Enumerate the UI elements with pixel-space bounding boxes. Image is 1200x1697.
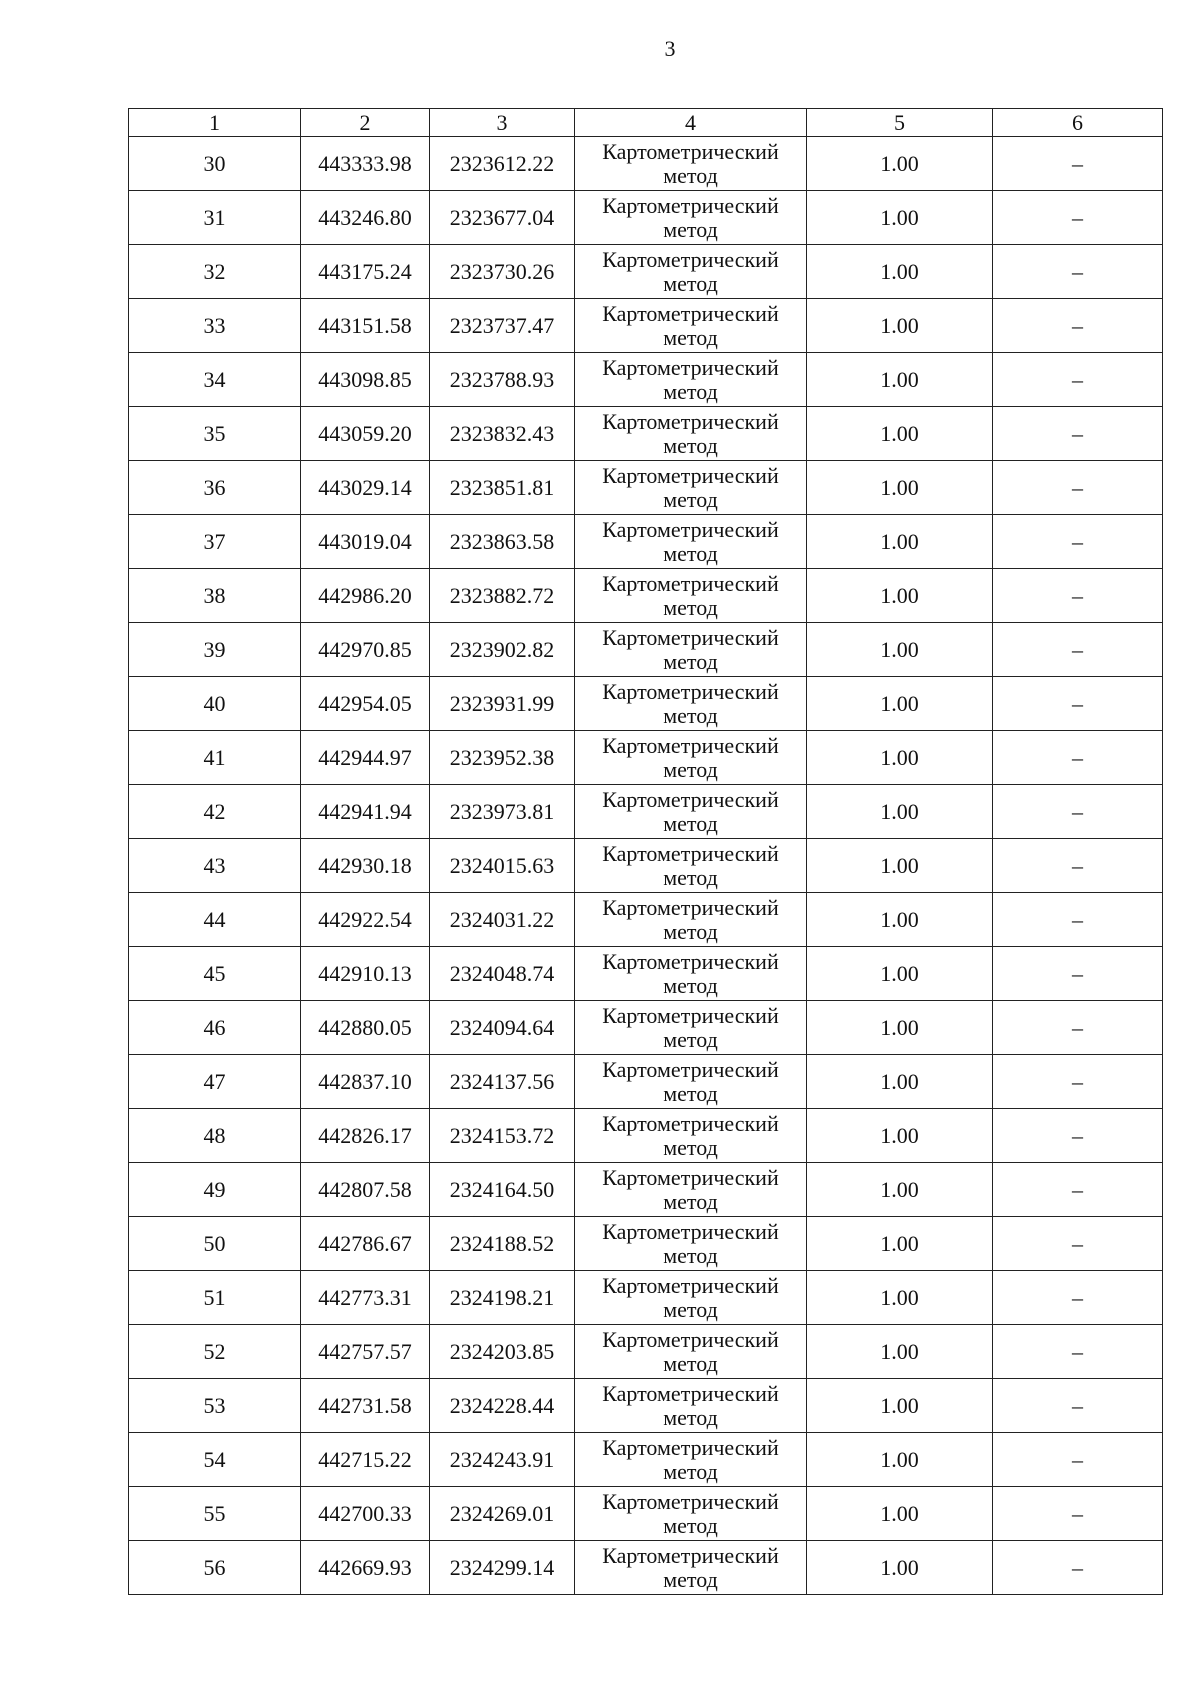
note-cell: – (993, 1271, 1163, 1325)
table-body (129, 137, 1163, 1595)
method-cell (575, 137, 807, 191)
x-coordinate-cell: 443175.24 (301, 245, 430, 299)
method-line-1: Картометрический (602, 354, 779, 380)
method-cell (575, 731, 807, 785)
method-cell (575, 677, 807, 731)
table-header-row (129, 109, 1163, 137)
method-cell (575, 191, 807, 245)
method-cell (575, 1163, 807, 1217)
accuracy-cell: 1.00 (807, 1055, 993, 1109)
x-coordinate-cell: 442715.22 (301, 1433, 430, 1487)
y-coordinate-cell: 2323863.58 (430, 515, 575, 569)
note-cell: – (993, 191, 1163, 245)
table-row (129, 191, 1163, 245)
method-line-1: Картометрический (602, 1164, 779, 1190)
method-line-1: Картометрический (602, 246, 779, 272)
note-cell: – (993, 461, 1163, 515)
point-number-cell: 56 (129, 1541, 301, 1595)
table-row (129, 947, 1163, 1001)
table-row (129, 1541, 1163, 1595)
accuracy-cell: 1.00 (807, 569, 993, 623)
method-line-2: метод (663, 486, 718, 512)
accuracy-cell: 1.00 (807, 1217, 993, 1271)
header-cell-6: 6 (993, 109, 1163, 137)
y-coordinate-cell: 2324243.91 (430, 1433, 575, 1487)
accuracy-cell: 1.00 (807, 947, 993, 1001)
x-coordinate-cell: 442826.17 (301, 1109, 430, 1163)
y-coordinate-cell: 2324188.52 (430, 1217, 575, 1271)
method-line-1: Картометрический (602, 462, 779, 488)
method-line-1: Картометрический (602, 1326, 779, 1352)
header-cell-3: 3 (430, 109, 575, 137)
note-cell: – (993, 569, 1163, 623)
table-row (129, 1487, 1163, 1541)
y-coordinate-cell: 2324203.85 (430, 1325, 575, 1379)
method-line-1: Картометрический (602, 786, 779, 812)
method-line-2: метод (663, 324, 718, 350)
y-coordinate-cell: 2323882.72 (430, 569, 575, 623)
x-coordinate-cell: 442910.13 (301, 947, 430, 1001)
method-line-2: метод (663, 216, 718, 242)
method-line-1: Картометрический (602, 894, 779, 920)
x-coordinate-cell: 442807.58 (301, 1163, 430, 1217)
page-number: 3 (664, 36, 676, 61)
accuracy-cell: 1.00 (807, 299, 993, 353)
table-row (129, 299, 1163, 353)
accuracy-cell: 1.00 (807, 1487, 993, 1541)
point-number-cell: 42 (129, 785, 301, 839)
note-cell: – (993, 623, 1163, 677)
method-cell (575, 1271, 807, 1325)
coordinates-table (128, 108, 1163, 1595)
x-coordinate-cell: 443246.80 (301, 191, 430, 245)
method-line-1: Картометрический (602, 624, 779, 650)
point-number-cell: 53 (129, 1379, 301, 1433)
point-number-cell: 50 (129, 1217, 301, 1271)
method-line-2: метод (663, 594, 718, 620)
accuracy-cell: 1.00 (807, 1163, 993, 1217)
accuracy-cell: 1.00 (807, 137, 993, 191)
x-coordinate-cell: 442922.54 (301, 893, 430, 947)
x-coordinate-cell: 442731.58 (301, 1379, 430, 1433)
method-line-1: Картометрический (602, 678, 779, 704)
method-cell (575, 245, 807, 299)
table-row (129, 839, 1163, 893)
table-row (129, 1109, 1163, 1163)
y-coordinate-cell: 2324228.44 (430, 1379, 575, 1433)
note-cell: – (993, 1487, 1163, 1541)
method-cell (575, 407, 807, 461)
table-row (129, 407, 1163, 461)
method-line-1: Картометрический (602, 138, 779, 164)
table-row (129, 1379, 1163, 1433)
table-row (129, 1163, 1163, 1217)
table-row (129, 623, 1163, 677)
accuracy-cell: 1.00 (807, 1325, 993, 1379)
accuracy-cell: 1.00 (807, 677, 993, 731)
point-number-cell: 30 (129, 137, 301, 191)
point-number-cell: 46 (129, 1001, 301, 1055)
method-cell (575, 1433, 807, 1487)
point-number-cell: 51 (129, 1271, 301, 1325)
point-number-cell: 52 (129, 1325, 301, 1379)
y-coordinate-cell: 2323832.43 (430, 407, 575, 461)
note-cell: – (993, 1217, 1163, 1271)
method-cell (575, 893, 807, 947)
point-number-cell: 31 (129, 191, 301, 245)
note-cell: – (993, 785, 1163, 839)
y-coordinate-cell: 2324269.01 (430, 1487, 575, 1541)
method-line-1: Картометрический (602, 1434, 779, 1460)
point-number-cell: 44 (129, 893, 301, 947)
x-coordinate-cell: 443333.98 (301, 137, 430, 191)
method-line-1: Картометрический (602, 1272, 779, 1298)
point-number-cell: 41 (129, 731, 301, 785)
table-row (129, 677, 1163, 731)
accuracy-cell: 1.00 (807, 191, 993, 245)
x-coordinate-cell: 442773.31 (301, 1271, 430, 1325)
accuracy-cell: 1.00 (807, 515, 993, 569)
y-coordinate-cell: 2324048.74 (430, 947, 575, 1001)
method-line-1: Картометрический (602, 840, 779, 866)
point-number-cell: 36 (129, 461, 301, 515)
x-coordinate-cell: 442970.85 (301, 623, 430, 677)
accuracy-cell: 1.00 (807, 1541, 993, 1595)
method-line-2: метод (663, 1296, 718, 1322)
table-row (129, 515, 1163, 569)
method-line-1: Картометрический (602, 300, 779, 326)
table-row (129, 1055, 1163, 1109)
method-line-1: Картометрический (602, 192, 779, 218)
x-coordinate-cell: 442700.33 (301, 1487, 430, 1541)
table-row (129, 785, 1163, 839)
method-line-2: метод (663, 1080, 718, 1106)
table-row (129, 461, 1163, 515)
accuracy-cell: 1.00 (807, 461, 993, 515)
x-coordinate-cell: 442954.05 (301, 677, 430, 731)
note-cell: – (993, 299, 1163, 353)
note-cell: – (993, 1541, 1163, 1595)
accuracy-cell: 1.00 (807, 785, 993, 839)
point-number-cell: 40 (129, 677, 301, 731)
accuracy-cell: 1.00 (807, 407, 993, 461)
y-coordinate-cell: 2323788.93 (430, 353, 575, 407)
x-coordinate-cell: 442669.93 (301, 1541, 430, 1595)
method-line-1: Картометрический (602, 1110, 779, 1136)
method-line-2: метод (663, 432, 718, 458)
method-line-1: Картометрический (602, 1056, 779, 1082)
accuracy-cell: 1.00 (807, 245, 993, 299)
table-row (129, 353, 1163, 407)
method-line-2: метод (663, 1350, 718, 1376)
point-number-cell: 38 (129, 569, 301, 623)
table-row (129, 1271, 1163, 1325)
method-cell (575, 299, 807, 353)
y-coordinate-cell: 2323952.38 (430, 731, 575, 785)
point-number-cell: 32 (129, 245, 301, 299)
method-line-2: метод (663, 918, 718, 944)
note-cell: – (993, 515, 1163, 569)
header-cell-1: 1 (129, 109, 301, 137)
method-cell (575, 1379, 807, 1433)
method-line-2: метод (663, 1512, 718, 1538)
y-coordinate-cell: 2323973.81 (430, 785, 575, 839)
x-coordinate-cell: 443098.85 (301, 353, 430, 407)
method-cell (575, 785, 807, 839)
x-coordinate-cell: 443059.20 (301, 407, 430, 461)
x-coordinate-cell: 443029.14 (301, 461, 430, 515)
note-cell: – (993, 245, 1163, 299)
table-row (129, 1433, 1163, 1487)
y-coordinate-cell: 2323737.47 (430, 299, 575, 353)
note-cell: – (993, 407, 1163, 461)
method-line-1: Картометрический (602, 1380, 779, 1406)
method-cell (575, 839, 807, 893)
header-cell-2: 2 (301, 109, 430, 137)
note-cell: – (993, 947, 1163, 1001)
method-cell (575, 1109, 807, 1163)
note-cell: – (993, 1433, 1163, 1487)
y-coordinate-cell: 2324031.22 (430, 893, 575, 947)
x-coordinate-cell: 442944.97 (301, 731, 430, 785)
method-line-2: метод (663, 756, 718, 782)
x-coordinate-cell: 442941.94 (301, 785, 430, 839)
point-number-cell: 35 (129, 407, 301, 461)
method-line-2: метод (663, 810, 718, 836)
method-line-2: метод (663, 702, 718, 728)
method-line-2: метод (663, 1134, 718, 1160)
x-coordinate-cell: 442986.20 (301, 569, 430, 623)
method-line-1: Картометрический (602, 516, 779, 542)
method-line-2: метод (663, 162, 718, 188)
method-line-1: Картометрический (602, 1218, 779, 1244)
method-line-1: Картометрический (602, 408, 779, 434)
accuracy-cell: 1.00 (807, 1109, 993, 1163)
accuracy-cell: 1.00 (807, 1433, 993, 1487)
table-row (129, 245, 1163, 299)
method-cell (575, 461, 807, 515)
method-line-2: метод (663, 1188, 718, 1214)
method-cell (575, 1001, 807, 1055)
method-line-2: метод (663, 1242, 718, 1268)
x-coordinate-cell: 442930.18 (301, 839, 430, 893)
method-line-2: метод (663, 1404, 718, 1430)
note-cell: – (993, 1379, 1163, 1433)
point-number-cell: 43 (129, 839, 301, 893)
note-cell: – (993, 731, 1163, 785)
table-row (129, 893, 1163, 947)
point-number-cell: 33 (129, 299, 301, 353)
y-coordinate-cell: 2323677.04 (430, 191, 575, 245)
y-coordinate-cell: 2324164.50 (430, 1163, 575, 1217)
table-row (129, 731, 1163, 785)
y-coordinate-cell: 2324015.63 (430, 839, 575, 893)
x-coordinate-cell: 443019.04 (301, 515, 430, 569)
method-cell (575, 353, 807, 407)
accuracy-cell: 1.00 (807, 839, 993, 893)
method-line-1: Картометрический (602, 1488, 779, 1514)
point-number-cell: 39 (129, 623, 301, 677)
method-line-2: метод (663, 972, 718, 998)
table-row (129, 137, 1163, 191)
note-cell: – (993, 1001, 1163, 1055)
method-line-2: метод (663, 864, 718, 890)
y-coordinate-cell: 2324198.21 (430, 1271, 575, 1325)
y-coordinate-cell: 2324299.14 (430, 1541, 575, 1595)
method-line-1: Картометрический (602, 1542, 779, 1568)
method-line-1: Картометрический (602, 570, 779, 596)
note-cell: – (993, 137, 1163, 191)
note-cell: – (993, 677, 1163, 731)
table-row (129, 1217, 1163, 1271)
method-cell (575, 1055, 807, 1109)
y-coordinate-cell: 2323730.26 (430, 245, 575, 299)
note-cell: – (993, 1163, 1163, 1217)
point-number-cell: 54 (129, 1433, 301, 1487)
x-coordinate-cell: 442757.57 (301, 1325, 430, 1379)
method-line-2: метод (663, 378, 718, 404)
x-coordinate-cell: 442786.67 (301, 1217, 430, 1271)
y-coordinate-cell: 2323902.82 (430, 623, 575, 677)
point-number-cell: 48 (129, 1109, 301, 1163)
y-coordinate-cell: 2324153.72 (430, 1109, 575, 1163)
accuracy-cell: 1.00 (807, 1379, 993, 1433)
note-cell: – (993, 1109, 1163, 1163)
y-coordinate-cell: 2324137.56 (430, 1055, 575, 1109)
method-cell (575, 1325, 807, 1379)
accuracy-cell: 1.00 (807, 353, 993, 407)
y-coordinate-cell: 2323612.22 (430, 137, 575, 191)
accuracy-cell: 1.00 (807, 623, 993, 677)
note-cell: – (993, 1055, 1163, 1109)
point-number-cell: 55 (129, 1487, 301, 1541)
header-cell-5: 5 (807, 109, 993, 137)
method-cell (575, 623, 807, 677)
method-line-1: Картометрический (602, 948, 779, 974)
accuracy-cell: 1.00 (807, 1001, 993, 1055)
point-number-cell: 47 (129, 1055, 301, 1109)
header-cell-4: 4 (575, 109, 807, 137)
method-line-2: метод (663, 1458, 718, 1484)
accuracy-cell: 1.00 (807, 1271, 993, 1325)
method-cell (575, 1487, 807, 1541)
method-cell (575, 515, 807, 569)
method-cell (575, 947, 807, 1001)
table-row (129, 1325, 1163, 1379)
method-line-2: метод (663, 1566, 718, 1592)
method-line-2: метод (663, 1026, 718, 1052)
y-coordinate-cell: 2323851.81 (430, 461, 575, 515)
note-cell: – (993, 353, 1163, 407)
method-line-2: метод (663, 540, 718, 566)
note-cell: – (993, 1325, 1163, 1379)
method-line-2: метод (663, 270, 718, 296)
point-number-cell: 49 (129, 1163, 301, 1217)
method-cell (575, 1541, 807, 1595)
table-row (129, 1001, 1163, 1055)
method-cell (575, 569, 807, 623)
x-coordinate-cell: 442880.05 (301, 1001, 430, 1055)
note-cell: – (993, 839, 1163, 893)
method-line-1: Картометрический (602, 1002, 779, 1028)
point-number-cell: 45 (129, 947, 301, 1001)
note-cell: – (993, 893, 1163, 947)
point-number-cell: 37 (129, 515, 301, 569)
accuracy-cell: 1.00 (807, 731, 993, 785)
x-coordinate-cell: 442837.10 (301, 1055, 430, 1109)
y-coordinate-cell: 2323931.99 (430, 677, 575, 731)
x-coordinate-cell: 443151.58 (301, 299, 430, 353)
point-number-cell: 34 (129, 353, 301, 407)
method-cell (575, 1217, 807, 1271)
accuracy-cell: 1.00 (807, 893, 993, 947)
y-coordinate-cell: 2324094.64 (430, 1001, 575, 1055)
table-row (129, 569, 1163, 623)
method-line-2: метод (663, 648, 718, 674)
method-line-1: Картометрический (602, 732, 779, 758)
